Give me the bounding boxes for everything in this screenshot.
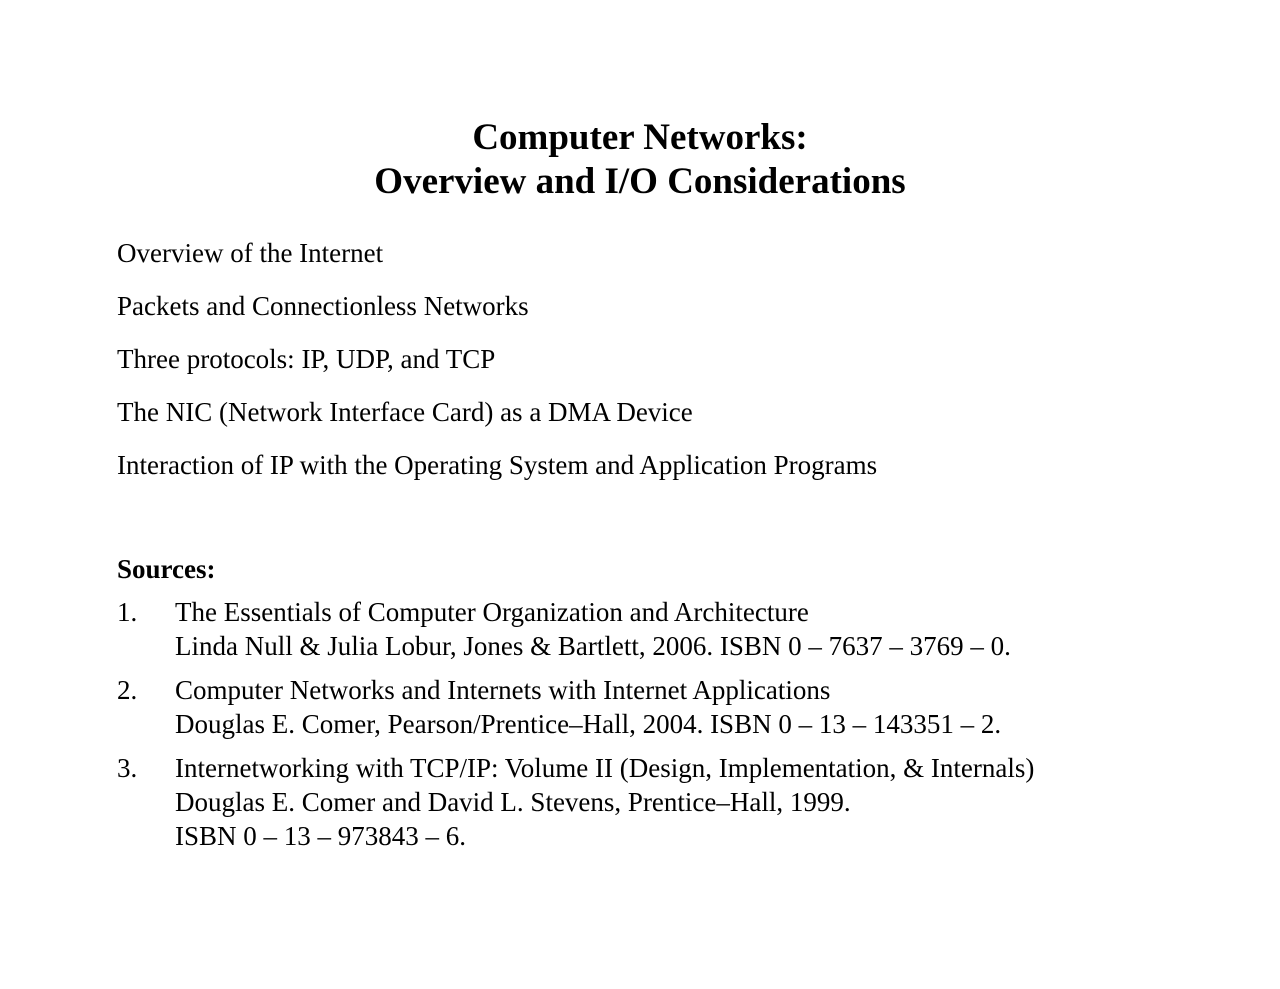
source-item bbox=[117, 751, 1034, 853]
topic-list bbox=[117, 233, 877, 498]
topic-item: The NIC (Network Interface Card) as a DMA Device bbox=[117, 397, 693, 427]
title-line-2: Overview and I/O Considerations bbox=[374, 161, 906, 202]
source-item bbox=[117, 673, 1034, 741]
source-item bbox=[117, 595, 1034, 663]
source-details: Linda Null & Julia Lobur, Jones & Bartlett, 2006. ISBN 0 – 7637 – 3769 – 0. bbox=[175, 631, 1011, 661]
source-title: Computer Networks and Internets with Internet Applications bbox=[175, 675, 831, 705]
source-details: Douglas E. Comer and David L. Stevens, Prentice–Hall, 1999. bbox=[175, 787, 851, 817]
source-isbn: ISBN 0 – 13 – 973843 – 6. bbox=[175, 821, 467, 851]
page-title bbox=[0, 116, 1280, 204]
source-title: The Essentials of Computer Organization and Architecture bbox=[175, 597, 809, 627]
source-number: 3. bbox=[117, 753, 138, 783]
topic-item: Interaction of IP with the Operating System and Application Programs bbox=[117, 450, 878, 480]
source-number: 1. bbox=[117, 597, 138, 627]
title-line-1: Computer Networks: bbox=[472, 117, 808, 158]
source-title: Internetworking with TCP/IP: Volume II (Design, Implementation, & Internals) bbox=[175, 753, 1035, 783]
topic-item: Overview of the Internet bbox=[117, 238, 384, 268]
source-details: Douglas E. Comer, Pearson/Prentice–Hall, 2004. ISBN 0 – 13 – 143351 – 2. bbox=[175, 709, 1002, 739]
sources-heading: Sources: bbox=[117, 554, 216, 584]
source-number: 2. bbox=[117, 675, 138, 705]
topic-item: Packets and Connectionless Networks bbox=[117, 291, 529, 321]
topic-item: Three protocols: IP, UDP, and TCP bbox=[117, 344, 496, 374]
sources-list bbox=[117, 595, 1034, 863]
